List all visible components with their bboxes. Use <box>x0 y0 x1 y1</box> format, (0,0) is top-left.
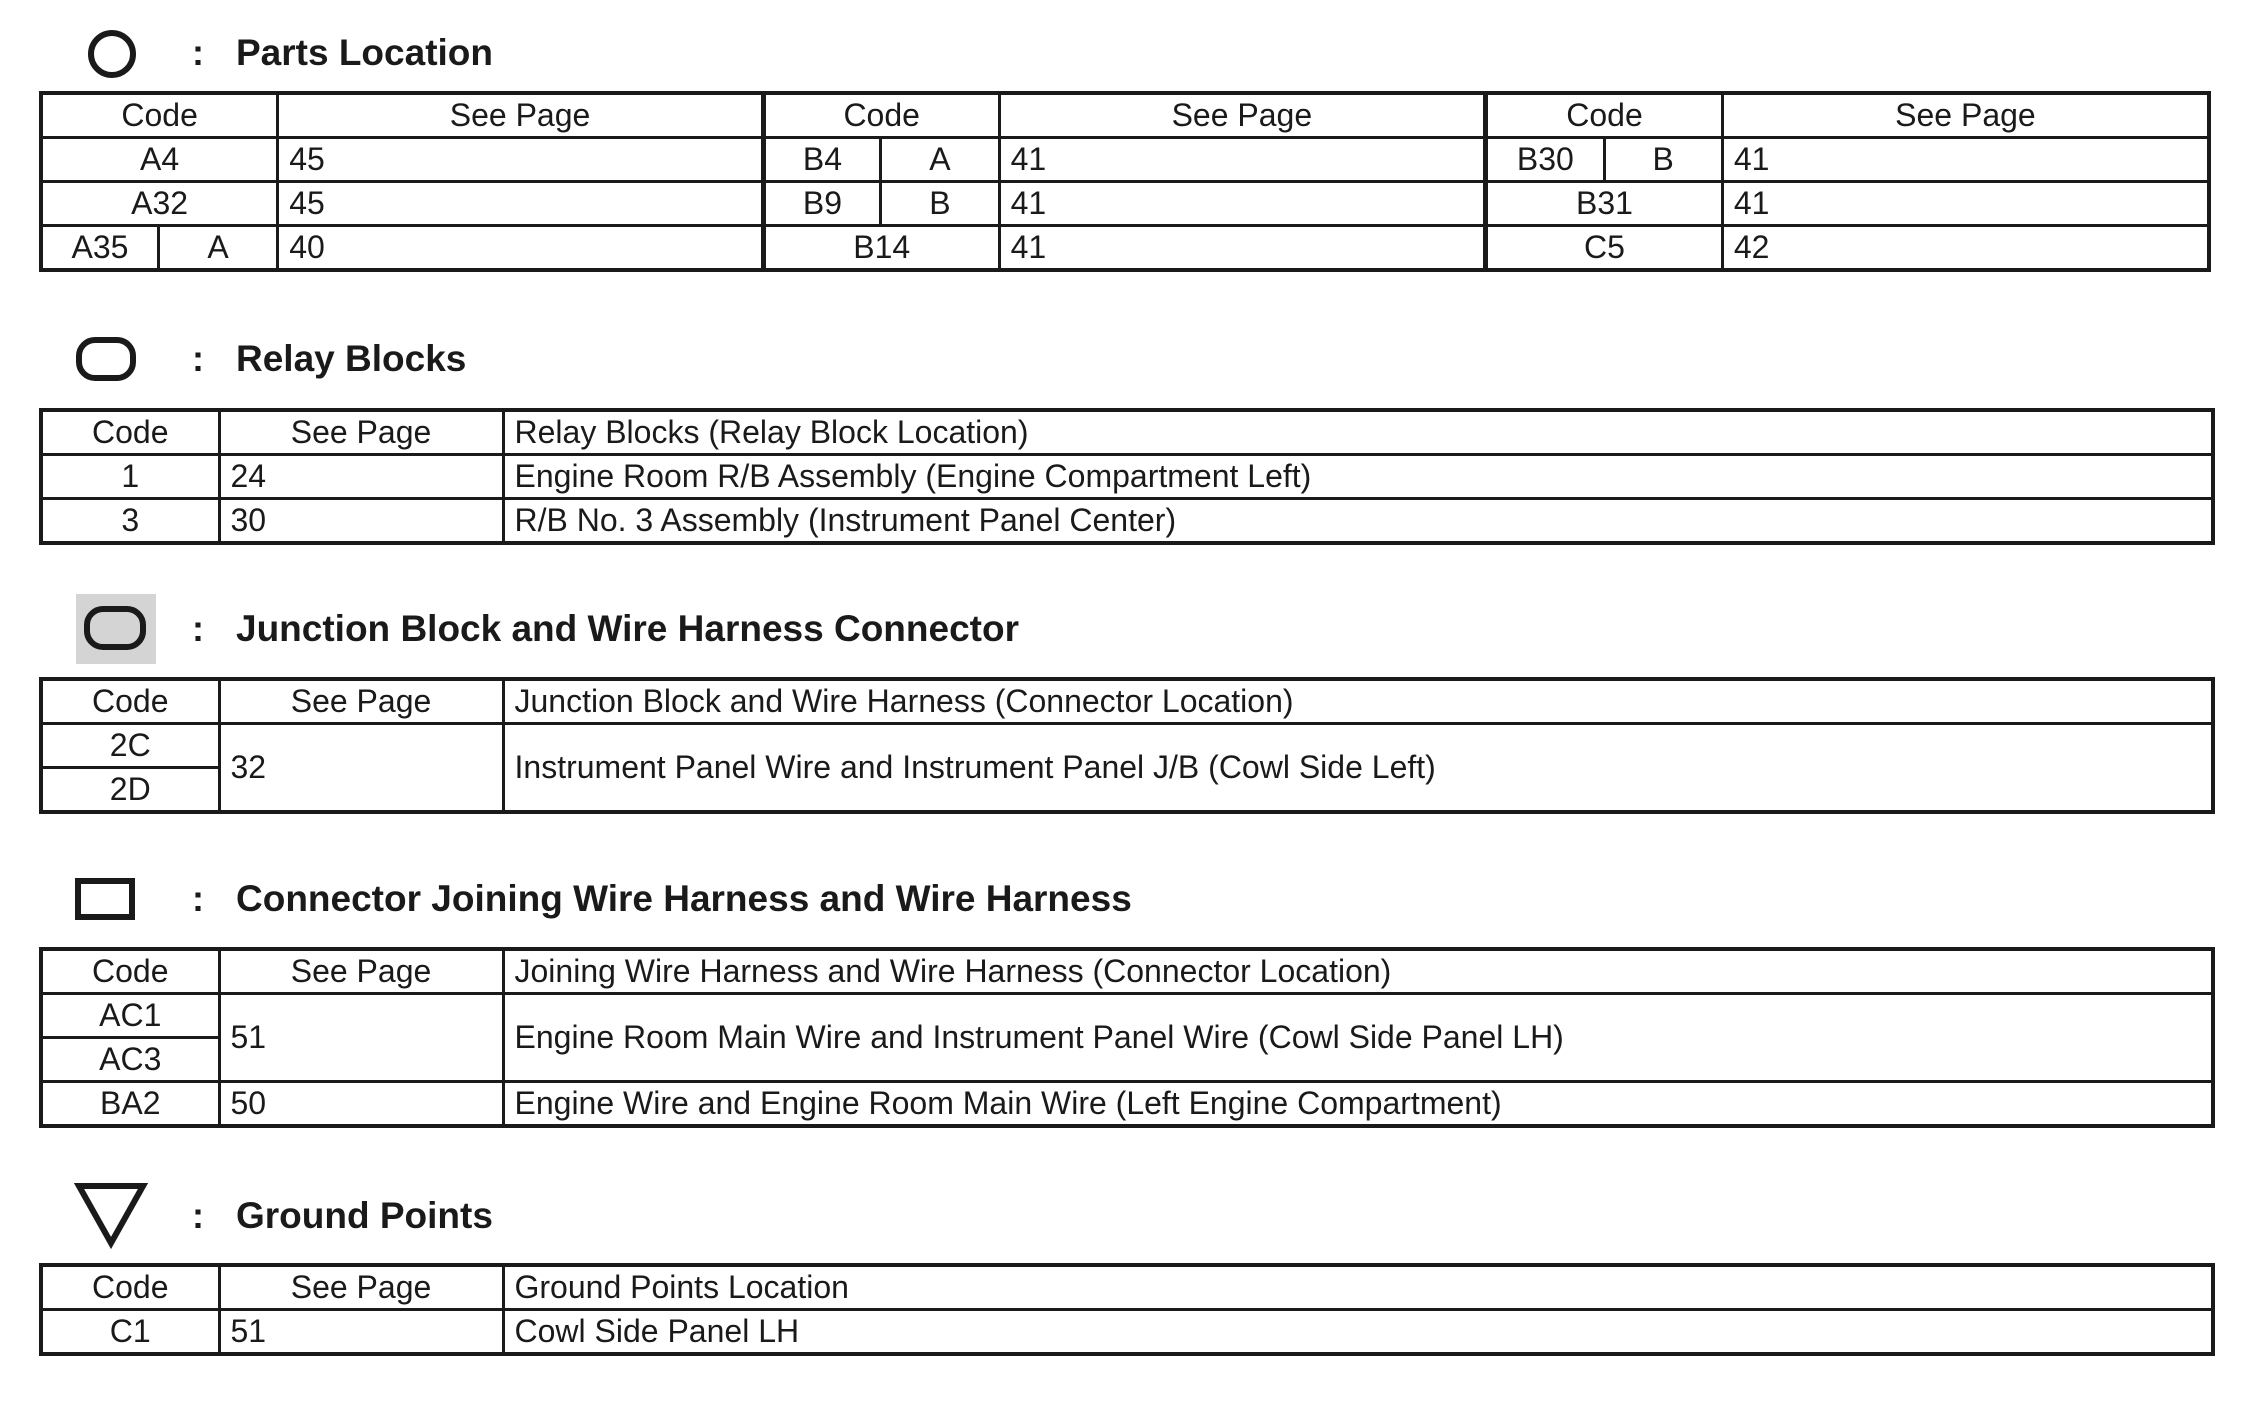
table-row <box>41 226 2209 271</box>
code-header: Code <box>41 93 278 138</box>
code-cell: 2C <box>41 724 219 768</box>
table-header-row <box>41 949 2213 994</box>
sub-code-cell: B <box>1604 138 1722 182</box>
ground-points-table <box>39 1263 2215 1356</box>
table-row <box>41 182 2209 226</box>
description-cell: Engine Room Main Wire and Instrument Panel Wire (Cowl Side Panel LH) <box>503 994 2213 1082</box>
description-cell: Engine Room R/B Assembly (Engine Compartment Left) <box>503 455 2213 499</box>
sub-code-cell: A <box>158 226 277 271</box>
shaded-rounded-rect-icon <box>74 594 156 664</box>
code-header: Code <box>41 949 219 994</box>
description-cell: Instrument Panel Wire and Instrument Panel J/B (Cowl Side Left) <box>503 724 2213 813</box>
page-cell: 42 <box>1722 226 2209 271</box>
code-header: Code <box>41 1265 219 1310</box>
page-cell: 41 <box>999 138 1486 182</box>
see-page-header: See Page <box>219 949 503 994</box>
code-header: Code <box>1486 93 1723 138</box>
section-title: Relay Blocks <box>236 338 467 379</box>
code-cell: BA2 <box>41 1082 219 1127</box>
description-header: Joining Wire Harness and Wire Harness (Connector Location) <box>503 949 2213 994</box>
code-cell: C5 <box>1486 226 1723 271</box>
code-cell: A32 <box>41 182 278 226</box>
description-cell: Cowl Side Panel LH <box>503 1310 2213 1355</box>
table-row <box>41 1082 2213 1127</box>
code-cell: 3 <box>41 499 219 544</box>
code-cell: B30 <box>1486 138 1604 182</box>
section-colon: : <box>192 32 204 73</box>
page-cell: 51 <box>219 994 503 1082</box>
see-page-header: See Page <box>219 410 503 455</box>
parts-location-table <box>39 91 2211 272</box>
code-header: Code <box>41 410 219 455</box>
see-page-header: See Page <box>278 93 764 138</box>
section-title: Connector Joining Wire Harness and Wire Harness <box>236 878 1132 919</box>
section-colon: : <box>192 1195 204 1236</box>
page-cell: 24 <box>219 455 503 499</box>
ground-points-header <box>0 1181 2248 1251</box>
description-header: Junction Block and Wire Harness (Connector Location) <box>503 679 2213 724</box>
rectangle-icon <box>74 864 156 934</box>
page-cell: 41 <box>999 226 1486 271</box>
code-cell: A35 <box>41 226 158 271</box>
code-cell: B9 <box>763 182 880 226</box>
description-cell: Engine Wire and Engine Room Main Wire (Left Engine Compartment) <box>503 1082 2213 1127</box>
section-title: Ground Points <box>236 1195 493 1236</box>
junction-block-header <box>0 594 2248 664</box>
description-header: Ground Points Location <box>503 1265 2213 1310</box>
code-cell: B31 <box>1486 182 1723 226</box>
section-colon: : <box>192 878 204 919</box>
see-page-header: See Page <box>219 679 503 724</box>
table-header-row <box>41 410 2213 455</box>
see-page-header: See Page <box>219 1265 503 1310</box>
section-colon: : <box>192 608 204 649</box>
description-header: Relay Blocks (Relay Block Location) <box>503 410 2213 455</box>
code-header: Code <box>763 93 999 138</box>
page-cell: 45 <box>278 138 764 182</box>
page-cell: 41 <box>999 182 1486 226</box>
table-row <box>41 994 2213 1038</box>
triangle-down-icon <box>74 1181 156 1251</box>
code-cell: 1 <box>41 455 219 499</box>
table-header-row <box>41 679 2213 724</box>
see-page-header: See Page <box>1722 93 2209 138</box>
sub-code-cell: A <box>881 138 999 182</box>
page-cell: 51 <box>219 1310 503 1355</box>
page-cell: 40 <box>278 226 764 271</box>
see-page-header: See Page <box>999 93 1486 138</box>
table-row <box>41 499 2213 544</box>
code-header: Code <box>41 679 219 724</box>
page-cell: 30 <box>219 499 503 544</box>
connector-joining-table <box>39 947 2215 1128</box>
section-colon: : <box>192 338 204 379</box>
code-cell: B4 <box>763 138 880 182</box>
code-cell: AC3 <box>41 1038 219 1082</box>
section-title: Parts Location <box>236 32 493 73</box>
table-row <box>41 1310 2213 1355</box>
code-cell: AC1 <box>41 994 219 1038</box>
rounded-rect-icon <box>74 324 156 394</box>
code-cell: 2D <box>41 768 219 813</box>
page-cell: 41 <box>1722 182 2209 226</box>
table-row <box>41 724 2213 768</box>
relay-blocks-table <box>39 408 2215 545</box>
table-header-row <box>41 93 2209 138</box>
table-row <box>41 455 2213 499</box>
section-title: Junction Block and Wire Harness Connector <box>236 608 1019 649</box>
code-cell: C1 <box>41 1310 219 1355</box>
code-cell: B14 <box>763 226 999 271</box>
junction-block-table <box>39 677 2215 814</box>
description-cell: R/B No. 3 Assembly (Instrument Panel Center) <box>503 499 2213 544</box>
table-row <box>41 138 2209 182</box>
page-cell: 45 <box>278 182 764 226</box>
relay-blocks-header <box>0 324 2248 394</box>
page-cell: 32 <box>219 724 503 813</box>
parts-location-header <box>0 18 2248 88</box>
table-header-row <box>41 1265 2213 1310</box>
code-cell: A4 <box>41 138 278 182</box>
page-cell: 50 <box>219 1082 503 1127</box>
sub-code-cell: B <box>881 182 999 226</box>
circle-icon <box>74 18 156 88</box>
connector-joining-header <box>0 864 2248 934</box>
page-cell: 41 <box>1722 138 2209 182</box>
